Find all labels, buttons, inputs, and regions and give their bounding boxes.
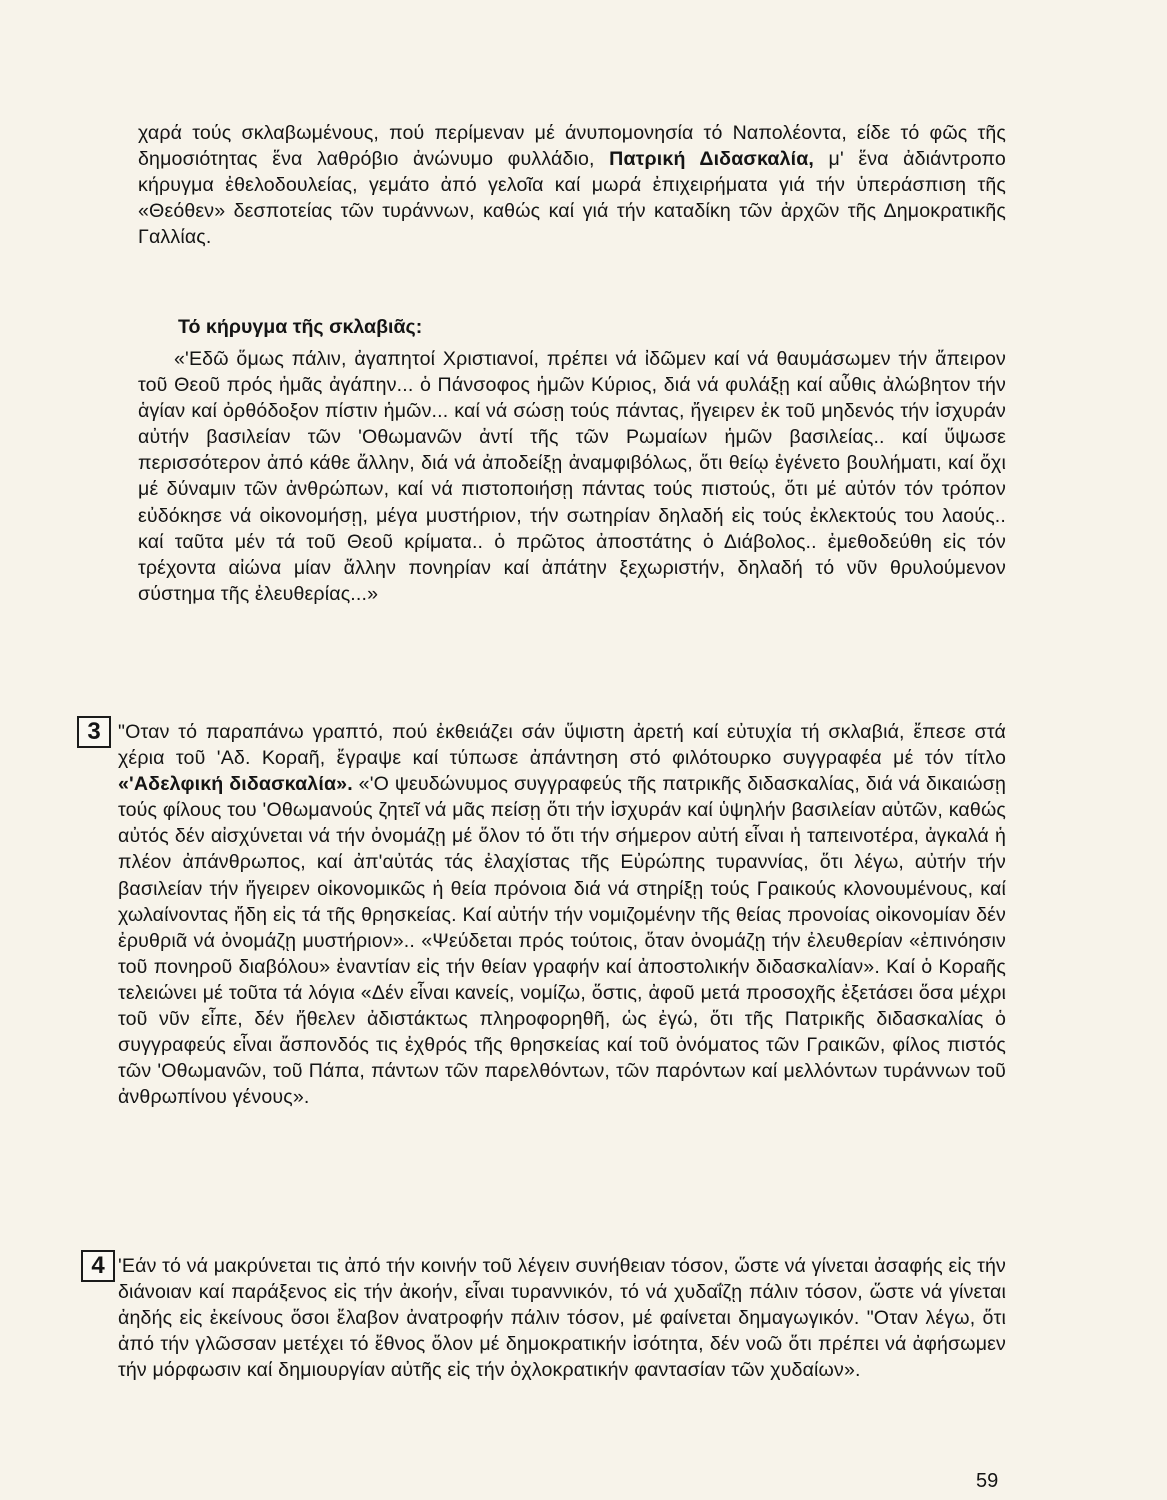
quote-paragraph: «'Εδῶ ὅμως πάλιν, ἀγαπητοί Χριστιανοί, πρέπει νά ἰδῶμεν καί νά θαυμάσωμεν τήν ἄπειρον τοῦ Θεοῦ πρός ἡμᾶς ἀγάπην... ὁ Πάνσοφος ἡμῶν Κύριος, διά νά φυλάξῃ καί αὖθις ἀλώβητον τήν ἁγίαν καί ὀρθόδοξον πίστιν ἡμῶν... καί νά σώσῃ τούς πάντας, ἤγειρεν ἐκ τοῦ μηδενός τήν ἰσχυράν αὐτήν βασιλείαν τῶν 'Οθωμανῶν ἀντί τῆς τῶν Ρωμαίων ἡμῶν βασιλείας.. καί ὕψωσε περισσότερον ἀπό κάθε ἄλλην, διά νά ἀποδείξῃ ἀναμφιβόλως, ὅτι θείῳ ἐγένετο βουλήματι, καί ὄχι μέ δύναμιν τῶν ἀνθρώπων, καί νά πιστοποιήσῃ πάντας τούς πιστούς, ὅτι μέ αὐτόν τόν τρόπον εὐδόκησε νά οἰκονομήσῃ, μέγα μυστήριον, τήν σωτηρίαν δηλαδή εἰς τούς ἐκλεκτούς του λαούς.. καί ταῦτα μέν τά τοῦ Θεοῦ κρίματα.. ὁ πρῶτος ἀποστάτης ὁ Διάβολος.. ἐμεθοδεύθη εἰς τόν τρέχοντα αἰώνα μίαν ἄλλην πονηρίαν καί ἀπάτην ξεχωριστήν, δηλαδή τό νῦν θρυλούμενον σύστημα τῆς ἐλευθερίας...» — [138, 348, 1006, 605]
page-number: 59 — [976, 1470, 999, 1492]
section-3-text-start: "Οταν τό παραπάνω γραπτό, πού ἐκθειάζει σάν ὕψιστη ἀρετή καί εὐτυχία τή σκλαβιά, ἔπεσε στά χέρια τοῦ 'Αδ. Κοραῆ, ἔγραψε καί τύπωσε ἀπάντηση στό φιλότουρκο συγγραφέα μέ τόν τίτλο — [118, 721, 1006, 770]
section-3-bold-title: «'Αδελφική διδασκαλία». — [118, 773, 353, 796]
section-number-box-3: 3 — [77, 716, 111, 748]
quote-heading: Τό κήρυγμα τῆς σκλαβιᾶς: — [178, 316, 423, 338]
section-number-box-4: 4 — [81, 1250, 115, 1282]
intro-bold-title: Πατρική Διδασκαλία, — [609, 148, 815, 171]
section-3-paragraph — [118, 719, 1006, 1110]
intro-text-end: μ' ἕνα ἀδιάντροπο κήρυγμα ἐθελοδουλείας, γεμάτο ἀπό γελοῖα καί μωρά ἐπιχειρήματα γιά τήν ὑπεράσπιση τῆς «Θεόθεν» δεσποτείας τῶν τυράννων, καθώς καί γιά τήν καταδίκη τῶν ἀρχῶν τῆς Δημοκρατικῆς Γαλλίας. — [138, 148, 1006, 249]
intro-paragraph — [138, 120, 1006, 250]
section-3-text-end: «'Ο ψευδώνυμος συγγραφεύς τῆς πατρικῆς διδασκαλίας, διά νά δικαιώσῃ τούς φίλους του 'Οθωμανούς ζητεῖ νά μᾶς πείσῃ ὅτι τήν ἰσχυράν καί ὑψηλήν βασιλείαν αὐτῶν, καθώς αὐτός δέν αἰσχύνεται νά τήν ὀνομάζῃ μέ ὅλον τό ὅτι τήν σήμερον αὐτή εἶναι ἡ ταπεινοτέρα, ἀγκαλά ἡ πλέον ἀπάνθρωπος, καί ἀπ'αὐτάς τάς ἐλαχίστας τῆς Εὐρώπης τυραννίας, ὅτι λέγω, αὐτήν τήν βασιλείαν τήν ἤγειρεν οἰκονομικῶς ἡ θεία πρόνοια διά νά στηρίξῃ τούς Γραικούς κλονουμένους, καί χωλαίνοντας ἤδη εἰς τά τῆς θρησκείας. Καί αὐτήν τήν νομιζομένην τῆς θείας προνοίας οἰκονομίαν δέν ἐρυθριᾶ νά ὀνομάζῃ μυστήριον».. «Ψεύδεται πρός τούτοις, ὅταν ὀνομάζῃ τήν ἐλευθερίαν «ἐπινόησιν τοῦ πονηροῦ διαβόλου» ἐναντίαν εἰς τήν θείαν γραφήν καί ἀποστολικήν διδασκαλίαν». Καί ὁ Κοραῆς τελειώνει μέ τοῦτα τά λόγια «Δέν εἶναι κανείς, νομίζω, ὅστις, ἀφοῦ μετά προσοχῆς ἐξετάσει ὅσα μέχρι τοῦ νῦν εἶπε, δέν ἤθελεν ἀδιστάκτως πληροφορηθῆ, ὡς ἐγώ, ὅτι τῆς Πατρικῆς διδασκαλίας ὁ συγγραφεύς εἶναι ἄσπονδός τις ἐχθρός τῆς θρησκείας καί τοῦ ὀνόματος τῶν Γραικῶν, φίλος πιστός τῶν 'Οθωμανῶν, τοῦ Πάπα, πάντων τῶν παρελθόντων, τῶν παρόντων καί μελλόντων τυράννων τοῦ ἀνθρωπίνου γένους». — [118, 773, 1007, 1109]
section-4-paragraph: 'Εάν τό νά μακρύνεται τις ἀπό τήν κοινήν τοῦ λέγειν συνήθειαν τόσον, ὥστε νά γίνεται ἀσαφής εἰς τήν διάνοιαν καί παράξενος εἰς τήν ἀκοήν, εἶναι τυραννικόν, τό νά χυδαΐζῃ πάλιν τόσον, ὥστε νά γίνεται ἀηδής εἰς ἐκείνους ὅσοι ἔλαβον ἀνατροφήν πάλιν τόσον, μέ φαίνεται δημαγωγικόν. "Οταν λέγω, ὅτι ἀπό τήν γλῶσσαν μετέχει τό ἔθνος ὅλον μέ δημοκρατικήν ἰσότητα, δέν νοῶ ὅτι πρέπει νά ἀφήσωμεν τήν μόρφωσιν καί δημιουργίαν αὐτῆς εἰς τήν ὀχλοκρατικήν φαντασίαν τῶν χυδαίων». — [118, 1255, 1006, 1382]
intro-text-start: χαρά τούς σκλαβωμένους, πού περίμεναν μέ άνυπομονησία τό Ναπολέοντα, είδε τό φῶς τῆς δημοσιότητας ἕνα λαθρόβιο ἀνώνυμο φυλλάδιο, — [138, 122, 1006, 171]
